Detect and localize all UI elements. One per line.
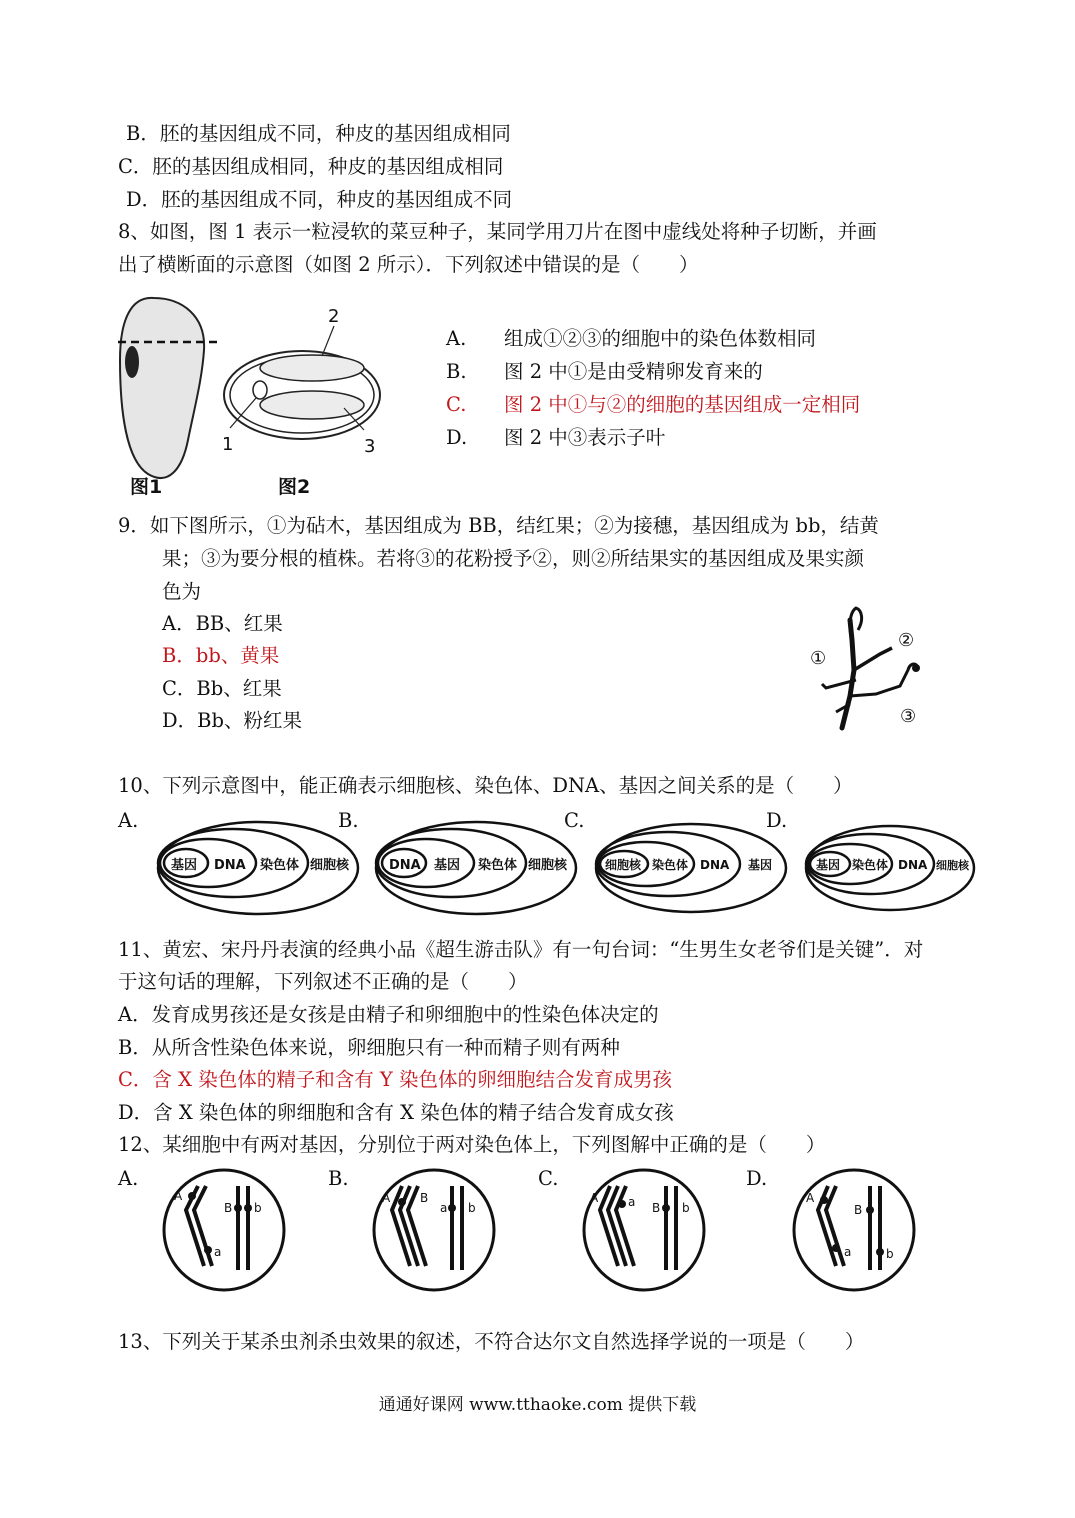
diagram-a-label-4: 细胞核 (310, 858, 350, 873)
diagram-d-label-1: 基因 (816, 858, 841, 872)
q9-stem-line2: 果；③为要分根的植株。若将③的花粉授予②，则②所结果实的基因组成及果实颜 (162, 547, 865, 570)
svg-text:b: b (468, 1201, 476, 1215)
q10-letter-b: B. (338, 809, 359, 832)
q12-letter-c: C. (538, 1167, 559, 1190)
diagram-d-label-2: 染色体 (852, 858, 889, 872)
diagram-c-label-3: DNA (700, 858, 730, 872)
svg-text:b: b (254, 1201, 262, 1215)
diagram-c-label-4: 基因 (748, 858, 773, 872)
fig2-mark-1: 1 (222, 434, 234, 455)
svg-text:A: A (806, 1191, 815, 1205)
svg-text:B: B (224, 1201, 233, 1215)
diagram-d-label-4: 细胞核 (936, 859, 969, 872)
diagram-d (806, 826, 974, 910)
q12-letter-b: B. (328, 1167, 349, 1190)
svg-text:A: A (174, 1189, 183, 1203)
fig1-label: 图1 (130, 476, 163, 498)
diagram-b-label-4: 细胞核 (528, 858, 568, 873)
q9-stem-line1: 9．如下图所示，①为砧木，基因组成为 BB，结红果；②为接穗，基因组成为 bb，结黄 (118, 514, 879, 537)
q8-stem-line1: 8、如图，图 1 表示一粒浸软的菜豆种子，某同学用刀片在图中虚线处将种子切断，并画 (118, 220, 877, 243)
seed-hilum (125, 346, 139, 378)
diagram-a-label-3: 染色体 (260, 858, 300, 873)
svg-text:b: b (682, 1201, 690, 1215)
q8-option-d: D. 图 2 中③表示子叶 (446, 426, 666, 449)
q8-option-b: B. 图 2 中①是由受精卵发育来的 (446, 360, 763, 383)
q8-stem-line2: 出了横断面的示意图（如图 2 所示）．下列叙述中错误的是（ ） (118, 253, 699, 276)
svg-text:B: B (854, 1203, 863, 1217)
q7-option-c: C．胚的基因组成相同，种皮的基因组成相同 (118, 155, 504, 178)
q12-letter-a: A. (118, 1167, 139, 1190)
diagram-b-label-1: DNA (389, 858, 421, 873)
diagram-c-label-1: 细胞核 (605, 858, 642, 872)
q10-stem: 10、下列示意图中，能正确表示细胞核、染色体、DNA、基因之间关系的是（ ） (118, 774, 853, 797)
cell-d (794, 1170, 914, 1290)
svg-text:B: B (652, 1201, 661, 1215)
mark-plant: ③ (900, 706, 917, 727)
fig2-mark-2: 2 (328, 306, 340, 327)
diagram-c (596, 824, 786, 912)
q11-option-c-answer: C．含 X 染色体的精子和含有 Y 染色体的卵细胞结合发育成男孩 (118, 1068, 672, 1091)
q11-option-b: B．从所含性染色体来说，卵细胞只有一种而精子则有两种 (118, 1036, 620, 1059)
seed-outline (120, 298, 204, 478)
q13-stem: 13、下列关于某杀虫剂杀虫效果的叙述，不符合达尔文自然选择学说的一项是（ ） (118, 1330, 865, 1353)
svg-text:a: a (628, 1195, 636, 1209)
diagram-c-label-2: 染色体 (652, 858, 689, 872)
q8-seed-figure (112, 290, 394, 502)
diagram-b (376, 822, 576, 914)
q11-stem-line2: 于这句话的理解，下列叙述不正确的是（ ） (118, 970, 528, 993)
diagram-b-label-3: 染色体 (478, 858, 518, 873)
mark-rootstock: ① (810, 648, 827, 669)
svg-text:b: b (886, 1247, 894, 1261)
svg-text:a: a (440, 1201, 448, 1215)
cotyledon-upper (260, 355, 364, 381)
diagram-d-label-3: DNA (898, 858, 928, 872)
embryo-part-1 (253, 381, 267, 399)
cell-a (164, 1170, 284, 1290)
page-footer: 通通好课网 www.tthaoke.com 提供下载 (378, 1395, 697, 1415)
mark-scion: ② (898, 630, 915, 651)
svg-text:A: A (382, 1191, 391, 1205)
svg-text:A: A (590, 1191, 599, 1205)
fig2-label: 图2 (278, 476, 311, 498)
q7-option-b: B．胚的基因组成不同，种皮的基因组成相同 (126, 122, 511, 145)
q9-graft-figure (806, 600, 936, 735)
q11-option-a: A．发育成男孩还是女孩是由精子和卵细胞中的性染色体决定的 (118, 1003, 659, 1026)
q11-stem-line1: 11、黄宏、宋丹丹表演的经典小品《超生游击队》有一句台词：“生男生女老爷们是关键”．对 (118, 938, 924, 961)
q7-option-d: D．胚的基因组成不同，种皮的基因组成不同 (126, 188, 513, 211)
svg-text:B: B (420, 1191, 429, 1205)
q10-letter-d: D. (766, 809, 788, 832)
diagram-b-label-2: 基因 (434, 858, 461, 873)
fig2-mark-3: 3 (364, 436, 376, 457)
q12-chromosome-cells (158, 1162, 948, 1302)
q8-option-c-answer: C. 图 2 中①与②的细胞的基因组成一定相同 (446, 393, 861, 416)
diagram-a-label-2: DNA (214, 858, 246, 873)
cotyledon-lower (260, 391, 364, 419)
q8-option-a: A. 组成①②③的细胞中的染色体数相同 (446, 327, 817, 350)
diagram-a (158, 822, 358, 914)
q9-stem-line3: 色为 (162, 580, 202, 603)
cell-b (374, 1170, 494, 1290)
q9-option-b-answer: B．bb、黄果 (162, 644, 280, 667)
q12-letter-d: D. (746, 1167, 768, 1190)
q10-letter-c: C. (564, 809, 585, 832)
q12-stem: 12、某细胞中有两对基因，分别位于两对染色体上，下列图解中正确的是（ ） (118, 1133, 826, 1156)
q9-option-a: A．BB、红果 (162, 612, 283, 635)
q10-letter-a: A. (118, 809, 139, 832)
diagram-a-label-1: 基因 (171, 858, 198, 873)
cell-c (584, 1170, 704, 1290)
q9-option-d: D．Bb、粉红果 (162, 709, 302, 732)
q10-nested-diagrams (150, 820, 980, 924)
svg-text:a: a (844, 1245, 852, 1259)
svg-text:a: a (214, 1245, 222, 1259)
q9-option-c: C．Bb、红果 (162, 677, 282, 700)
q11-option-d: D．含 X 染色体的卵细胞和含有 X 染色体的精子结合发育成女孩 (118, 1101, 674, 1124)
